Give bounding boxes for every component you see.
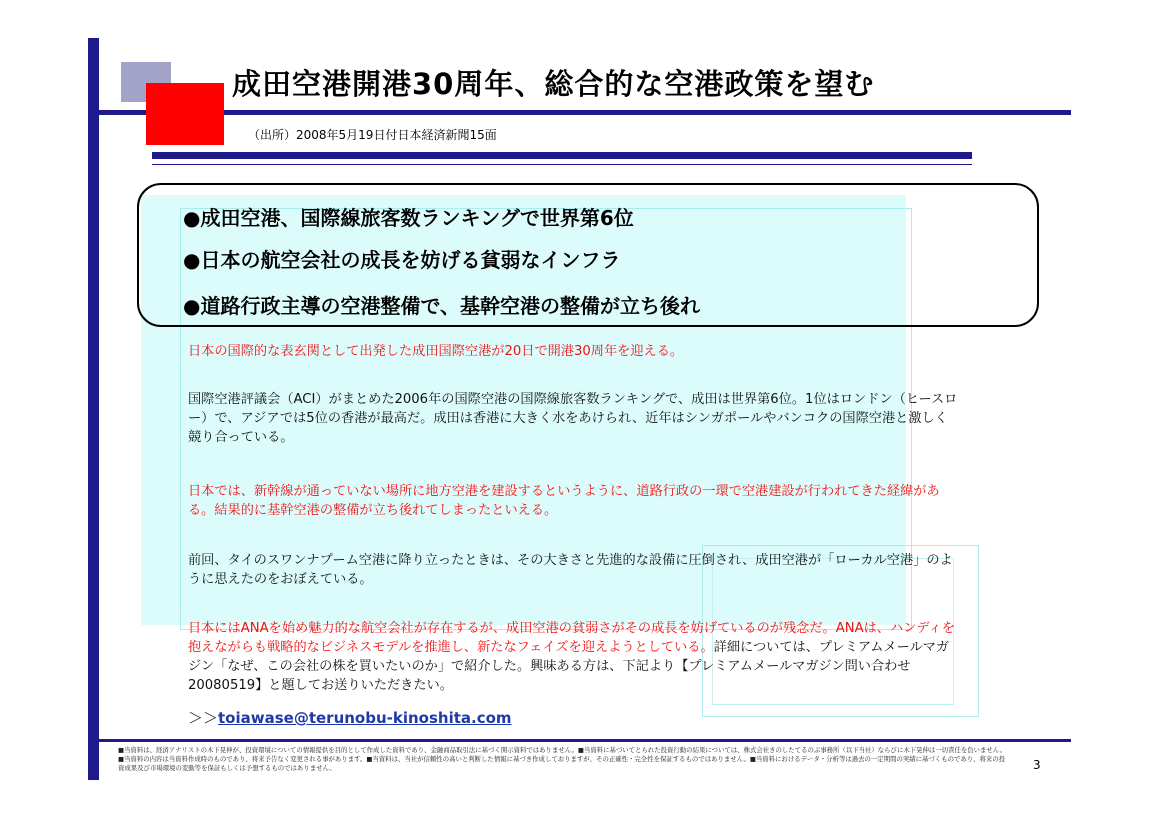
paragraph: 日本では、新幹線が通っていない場所に地方空港を建設するというように、道路行政の一環で空港建設が行われてきた経緯がある。結果的に基幹空港の整備が立ち後れてしまったといえる。 xyxy=(188,484,940,518)
page-number: 3 xyxy=(1033,758,1041,772)
contact-line xyxy=(188,707,512,728)
contact-email-link[interactable]: toiawase@terunobu-kinoshita.com xyxy=(218,709,512,727)
paragraph: 日本の国際的な表玄関として出発した成田国際空港が20日で開港30周年を迎える。 xyxy=(188,344,684,359)
footer-divider xyxy=(99,739,1071,742)
source-divider-thin xyxy=(152,164,972,165)
page-title: 成田空港開港30周年、総合的な空港政策を望む xyxy=(232,67,875,101)
highlight-item: ●成田空港、国際線旅客数ランキングで世界第6位 xyxy=(183,206,634,230)
contact-prefix: ＞＞ xyxy=(188,709,219,727)
highlight-item: ●道路行政主導の空港整備で、基幹空港の整備が立ち後れ xyxy=(183,294,701,318)
paragraph: 国際空港評議会（ACI）がまとめた2006年の国際空港の国際線旅客数ランキングで、成田は世界第6位。1位はロンドン（ヒースロー）で、アジアでは5位の香港が最高だ。成田は香港に大きく水をあけられ、近年はシンガポールやバンコクの国際空港と激しく競り合っている。 xyxy=(188,392,958,445)
paragraph-red-part: 日本にはANAを始め魅力的な航空会社が存在するが、成田空港の貧弱さがその成長を妨げているのが残念だ。ANAは、ハンディを抱えながらも戦略的なビジネスモデルを推進し、新たなフェイズを迎えようとしている。 xyxy=(188,621,955,655)
paragraph: 前回、タイのスワンナプーム空港に降り立ったときは、その大きさと先進的な設備に圧倒され、成田空港が「ローカル空港」のように思えたのをおぼえている。 xyxy=(188,553,953,587)
red-accent-square xyxy=(146,83,224,145)
title-divider xyxy=(99,110,1071,115)
highlight-item: ●日本の航空会社の成長を妨げる貧弱なインフラ xyxy=(183,248,621,272)
left-accent-bar xyxy=(88,38,99,780)
paragraph xyxy=(188,619,958,695)
source-note: （出所）2008年5月19日付日本経済新聞15面 xyxy=(248,128,497,142)
disclaimer: ■当資料は、経済アナリストの木下晃伸が、投資環境についての情報提供を目的として作成した資料であり、金融商品取引法に基づく開示資料ではありません。■当資料に基づいてとられた投資行動の結果については、株式会社きのしたてるのぶ事務所（以下当社）ならびに木下晃伸は一切責任を負いません。■当資料の内容は当資料作成時のものであり、将来予告なく変更される事があります。■当資料は、当社が信頼性の高いと判断した情報に基づき作成しておりますが、その正確性・完全性を保証するものではありません。■当資料におけるデータ・分析等は過去の一定期間の実績に基づくものであり、将来の投資成果及び市場環境の変動等を保証もしくは予想するものではありません。 xyxy=(118,746,1006,772)
source-divider xyxy=(152,152,972,159)
paragraph-black-part: 詳細については、プレミアムメールマガジン「なぜ、この会社の株を買いたいのか」で紹介した。興味ある方は、下記より【プレミアムメールマガジン問い合わせ20080519】と題してお送りいただきたい。 xyxy=(188,640,950,693)
